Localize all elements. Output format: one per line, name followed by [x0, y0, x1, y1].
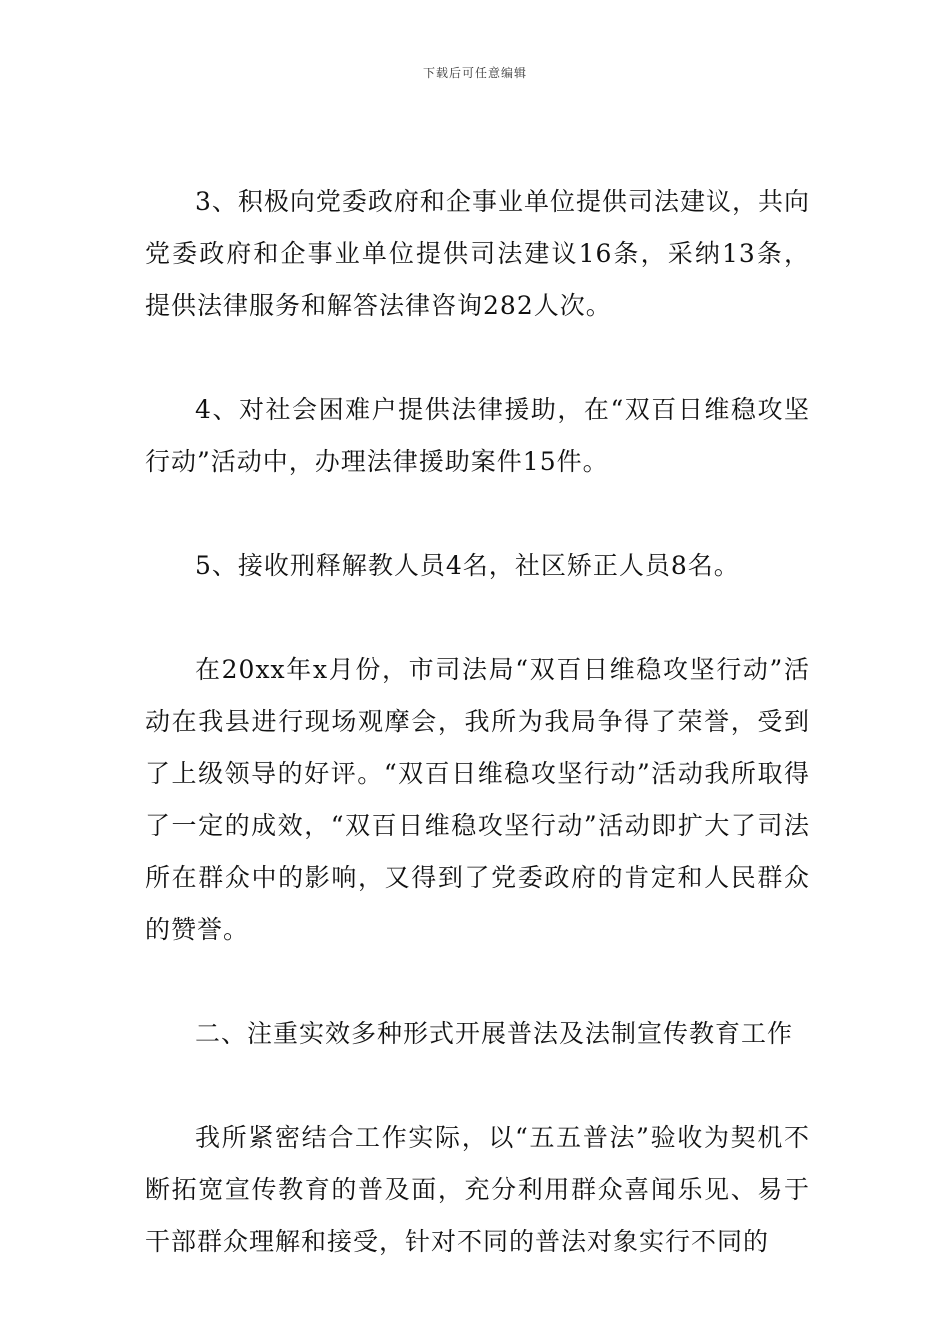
document-body [145, 176, 810, 1268]
paragraph-item-5: 5、接收刑释解教人员4名，社区矫正人员8名。 [195, 551, 740, 580]
paragraph-item-4: 4、对社会困难户提供法律援助，在“双百日维稳攻坚行动”活动中，办理法律援助案件15件。 [145, 395, 810, 476]
paragraph-summary: 在20xx年x月份，市司法局“双百日维稳攻坚行动”活动在我县进行现场观摩会，我所为我局争得了荣誉，受到了上级领导的好评。“双百日维稳攻坚行动”活动我所取得了一定的成效，“双百日维稳攻坚行动”活动即扩大了司法所在群众中的影响，又得到了党委政府的肯定和人民群众的赞誉。 [145, 655, 810, 944]
paragraph-item-3: 3、积极向党委政府和企事业单位提供司法建议，共向党委政府和企事业单位提供司法建议16条，采纳13条，提供法律服务和解答法律咨询282人次。 [145, 187, 810, 320]
section-heading-2: 二、注重实效多种形式开展普法及法制宣传教育工作 [195, 1019, 794, 1048]
paragraph-section-2-body: 我所紧密结合工作实际，以“五五普法”验收为契机不断拓宽宣传教育的普及面，充分利用群众喜闻乐见、易于干部群众理解和接受，针对不同的普法对象实行不同的 [145, 1123, 810, 1256]
page-header-note: 下载后可任意编辑 [422, 66, 527, 80]
